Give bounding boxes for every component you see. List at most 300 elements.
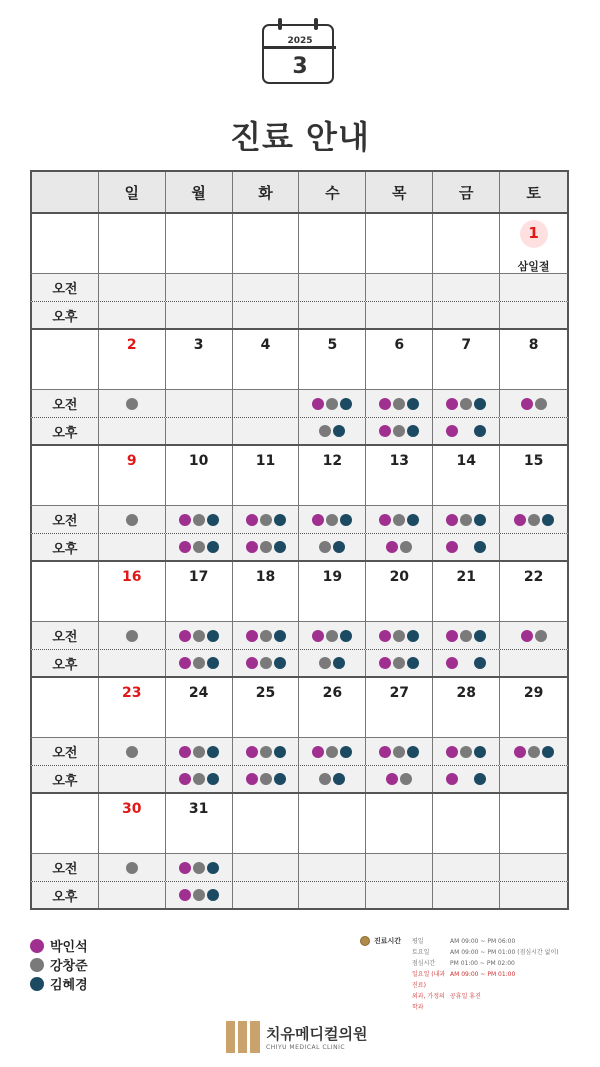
- session-cell: [433, 766, 500, 792]
- clinic-logo-mark: [226, 1021, 260, 1053]
- holiday-name: 삼일절: [517, 260, 550, 273]
- doctor-dot-kang: [193, 514, 205, 526]
- doctor-dot-kim: [207, 889, 219, 901]
- clinic-name-en: CHIYU MEDICAL CLINIC: [266, 1044, 346, 1051]
- day-number: 22: [523, 569, 544, 585]
- doctor-dots: [433, 534, 499, 560]
- doctor-dot-kang: [260, 746, 272, 758]
- weekday-header-row: [30, 170, 569, 214]
- session-cell: [500, 274, 567, 301]
- doctor-dot-kim: [407, 514, 419, 526]
- day-number: 23: [122, 685, 142, 701]
- morning-row: [30, 738, 569, 766]
- doctor-dots: [433, 650, 499, 676]
- day-cell: [433, 562, 500, 621]
- doctor-dot-kang: [193, 657, 205, 669]
- day-cell: [433, 446, 500, 505]
- day-number: 7: [461, 337, 472, 353]
- doctor-dot-empty: [460, 657, 472, 669]
- morning-label: 오전: [32, 506, 99, 533]
- doctor-dots: [233, 854, 299, 881]
- day-number: 16: [122, 569, 142, 585]
- doctor-dots: [500, 738, 567, 765]
- clinic-logo: [226, 1020, 367, 1054]
- day-cell: [299, 214, 366, 273]
- day-cell: [99, 678, 166, 737]
- doctor-dot-kang: [393, 630, 405, 642]
- afternoon-row: [30, 766, 569, 794]
- session-cell: [166, 390, 233, 417]
- day-number: 20: [389, 569, 410, 585]
- afternoon-row: [30, 882, 569, 910]
- session-cell: [299, 274, 366, 301]
- legend-name: 박인석: [50, 940, 88, 955]
- hours-value: 공휴일 휴진: [450, 993, 481, 1000]
- doctor-dot-kim: [207, 746, 219, 758]
- doctor-dots: [99, 506, 165, 533]
- day-number: 4: [260, 337, 271, 353]
- doctor-dot-kim: [474, 630, 486, 642]
- doctor-dot-kim: [207, 862, 219, 874]
- doctor-dot-kang: [393, 657, 405, 669]
- day-cell: [99, 562, 166, 621]
- doctor-dot-park: [386, 541, 398, 553]
- doctor-dots: [366, 766, 432, 792]
- day-cell: [500, 562, 567, 621]
- doctor-dot-park: [179, 657, 191, 669]
- doctor-dot-kang: [326, 630, 338, 642]
- doctor-dots: [99, 738, 165, 765]
- doctor-dot-park: [179, 514, 191, 526]
- doctor-dot-park: [446, 746, 458, 758]
- doctor-dot-kim: [333, 773, 345, 785]
- session-cell: [233, 766, 300, 792]
- session-cell: [500, 882, 567, 908]
- day-number: 24: [188, 685, 209, 701]
- session-cell: [166, 418, 233, 444]
- day-cell: [299, 678, 366, 737]
- doctor-dot-kim: [542, 514, 554, 526]
- doctor-dot-kang: [193, 773, 205, 785]
- doctor-dots: [366, 854, 432, 881]
- day-number: 10: [188, 453, 209, 469]
- doctor-dot-park: [379, 398, 391, 410]
- day-number: 19: [322, 569, 343, 585]
- afternoon-row: [30, 302, 569, 330]
- legend-dot: [30, 939, 44, 953]
- doctor-dots: [99, 302, 165, 328]
- day-cell: [500, 794, 567, 853]
- session-cell: [166, 738, 233, 765]
- day-cell: [99, 794, 166, 853]
- day-cell: [500, 330, 567, 389]
- session-cell: [99, 302, 166, 328]
- day-cell: [99, 214, 166, 273]
- afternoon-row: [30, 534, 569, 562]
- doctor-dot-kang: [535, 398, 547, 410]
- doctor-dot-kang: [528, 746, 540, 758]
- morning-label: 오전: [32, 738, 99, 765]
- doctor-dot-kim: [407, 398, 419, 410]
- doctor-dots: [166, 302, 232, 328]
- date-row-label: [32, 678, 99, 737]
- session-cell: [433, 650, 500, 676]
- doctor-dots: [233, 622, 299, 649]
- day-number: 8: [528, 337, 539, 353]
- doctor-dot-park: [246, 514, 258, 526]
- morning-label: 오전: [32, 622, 99, 649]
- session-cell: [299, 738, 366, 765]
- doctor-dots: [366, 390, 432, 417]
- hours-row: [412, 991, 572, 1013]
- doctor-dot-kang: [260, 630, 272, 642]
- doctor-dots: [166, 854, 232, 881]
- hours-value: AM 09:00 ~ PM 01:00: [450, 971, 516, 978]
- session-cell: [366, 622, 433, 649]
- day-number: 18: [255, 569, 276, 585]
- session-cell: [366, 534, 433, 560]
- hours-key: 일요일 (내과진료): [412, 971, 446, 989]
- session-cell: [366, 854, 433, 881]
- doctor-dot-park: [379, 630, 391, 642]
- doctor-dot-kang: [126, 746, 138, 758]
- date-row-label: [32, 446, 99, 505]
- session-cell: [366, 650, 433, 676]
- day-cell: [299, 330, 366, 389]
- header-corner: [32, 172, 99, 212]
- day-cell: [433, 794, 500, 853]
- doctor-dots: [366, 418, 432, 444]
- doctor-dots: [299, 534, 365, 560]
- doctor-dots: [366, 738, 432, 765]
- date-row-label: [32, 214, 99, 273]
- doctor-dot-kim: [207, 514, 219, 526]
- afternoon-row: [30, 650, 569, 678]
- session-cell: [299, 766, 366, 792]
- doctor-dot-kang: [460, 746, 472, 758]
- session-cell: [99, 882, 166, 908]
- doctor-dot-kang: [193, 889, 205, 901]
- doctor-dots: [433, 506, 499, 533]
- doctor-dot-kang: [193, 862, 205, 874]
- day-cell: [500, 446, 567, 505]
- session-cell: [299, 854, 366, 881]
- doctor-dot-kim: [474, 541, 486, 553]
- doctor-dot-kim: [207, 773, 219, 785]
- legend-item: [30, 974, 88, 993]
- doctor-dots: [99, 534, 165, 560]
- doctor-dot-kang: [193, 541, 205, 553]
- session-cell: [433, 534, 500, 560]
- hours-row: [412, 936, 572, 947]
- doctor-dots: [500, 302, 567, 328]
- session-cell: [299, 882, 366, 908]
- doctor-dot-kim: [474, 657, 486, 669]
- day-cell: [233, 446, 300, 505]
- doctor-dots: [166, 418, 232, 444]
- doctor-dot-kang: [319, 657, 331, 669]
- doctor-dot-park: [514, 746, 526, 758]
- session-cell: [500, 738, 567, 765]
- doctor-dot-kim: [333, 425, 345, 437]
- day-cell: [233, 562, 300, 621]
- doctor-dot-kim: [407, 657, 419, 669]
- day-cell: [166, 562, 233, 621]
- session-cell: [166, 622, 233, 649]
- doctor-dot-kang: [393, 514, 405, 526]
- doctor-dots: [233, 302, 299, 328]
- session-cell: [233, 882, 300, 908]
- day-cell: [166, 446, 233, 505]
- day-number: 3: [193, 337, 204, 353]
- doctor-dot-kang: [460, 398, 472, 410]
- date-row: [30, 562, 569, 622]
- day-number: 2: [126, 337, 137, 353]
- day-cell: [366, 678, 433, 737]
- doctor-dots: [233, 882, 299, 908]
- doctor-dots: [433, 302, 499, 328]
- doctor-dots: [433, 274, 499, 301]
- date-row: [30, 214, 569, 274]
- doctor-dot-empty: [460, 425, 472, 437]
- day-cell: [366, 446, 433, 505]
- doctor-dots: [99, 882, 165, 908]
- morning-row: [30, 506, 569, 534]
- day-cell: [233, 330, 300, 389]
- doctor-dot-park: [246, 746, 258, 758]
- session-cell: [99, 622, 166, 649]
- session-cell: [299, 650, 366, 676]
- doctor-dots: [166, 506, 232, 533]
- session-cell: [299, 302, 366, 328]
- afternoon-label: 오후: [32, 766, 99, 792]
- doctor-dots: [366, 534, 432, 560]
- doctor-dot-kang: [460, 514, 472, 526]
- session-cell: [299, 622, 366, 649]
- day-cell: [500, 214, 567, 273]
- doctor-dot-kim: [474, 746, 486, 758]
- session-cell: [233, 622, 300, 649]
- day-cell: [299, 562, 366, 621]
- day-cell: [366, 330, 433, 389]
- weekday-thu: 목: [366, 172, 433, 212]
- doctor-dots: [299, 738, 365, 765]
- day-cell: [99, 446, 166, 505]
- session-cell: [366, 274, 433, 301]
- doctor-dots: [166, 622, 232, 649]
- session-cell: [500, 390, 567, 417]
- doctor-dots: [433, 766, 499, 792]
- doctor-dot-kim: [274, 773, 286, 785]
- doctor-dot-kim: [340, 398, 352, 410]
- session-cell: [166, 302, 233, 328]
- doctor-dots: [433, 854, 499, 881]
- afternoon-label: 오후: [32, 302, 99, 328]
- doctor-dots: [500, 390, 567, 417]
- session-cell: [366, 506, 433, 533]
- session-cell: [233, 738, 300, 765]
- session-cell: [433, 418, 500, 444]
- doctor-dot-park: [179, 889, 191, 901]
- session-cell: [433, 274, 500, 301]
- doctor-dot-empty: [460, 773, 472, 785]
- day-number: 5: [327, 337, 338, 353]
- doctor-dot-kim: [207, 657, 219, 669]
- session-cell: [433, 390, 500, 417]
- session-cell: [500, 622, 567, 649]
- doctor-dot-kim: [207, 541, 219, 553]
- doctor-dot-kang: [393, 425, 405, 437]
- session-cell: [366, 390, 433, 417]
- doctor-dot-kang: [535, 630, 547, 642]
- session-cell: [500, 418, 567, 444]
- doctor-dots: [99, 418, 165, 444]
- doctor-dot-park: [179, 541, 191, 553]
- weekday-sat: 토: [526, 183, 541, 202]
- doctor-dots: [299, 650, 365, 676]
- doctor-legend: [30, 936, 88, 993]
- doctor-dot-kang: [126, 862, 138, 874]
- page-title: 진료 안내: [230, 118, 370, 156]
- day-cell: [433, 214, 500, 273]
- doctor-dots: [366, 650, 432, 676]
- doctor-dots: [299, 506, 365, 533]
- doctor-dot-kang: [326, 746, 338, 758]
- doctor-dots: [233, 766, 299, 792]
- doctor-dots: [299, 274, 365, 301]
- day-cell: [433, 678, 500, 737]
- afternoon-label: 오후: [32, 882, 99, 908]
- doctor-dots: [366, 882, 432, 908]
- doctor-dot-kim: [340, 630, 352, 642]
- day-number: 25: [255, 685, 276, 701]
- morning-label: 오전: [32, 274, 99, 301]
- doctor-dots: [99, 390, 165, 417]
- doctor-dot-kim: [207, 630, 219, 642]
- day-number: 17: [188, 569, 209, 585]
- doctor-dot-kang: [326, 514, 338, 526]
- day-number: 12: [322, 453, 343, 469]
- doctor-dot-kang: [528, 514, 540, 526]
- doctor-dots: [366, 274, 432, 301]
- doctor-dots: [500, 650, 567, 676]
- doctor-dot-kim: [274, 630, 286, 642]
- date-row: [30, 678, 569, 738]
- session-cell: [233, 390, 300, 417]
- session-cell: [433, 506, 500, 533]
- hours-key: 외과, 가정의학과: [412, 993, 445, 1011]
- doctor-dot-park: [446, 657, 458, 669]
- schedule-grid: [30, 170, 569, 910]
- session-cell: [366, 418, 433, 444]
- doctor-dots: [233, 418, 299, 444]
- hours-value: AM 09:00 ~ PM 06:00: [450, 938, 516, 945]
- day-cell: [299, 446, 366, 505]
- day-cell: [233, 678, 300, 737]
- doctor-dot-park: [446, 398, 458, 410]
- doctor-dot-park: [312, 746, 324, 758]
- day-number: 26: [322, 685, 343, 701]
- day-cell: [166, 330, 233, 389]
- doctor-dot-kim: [333, 657, 345, 669]
- session-cell: [166, 854, 233, 881]
- doctor-dot-park: [446, 541, 458, 553]
- doctor-dots: [500, 766, 567, 792]
- morning-row: [30, 390, 569, 418]
- session-cell: [366, 882, 433, 908]
- doctor-dots: [500, 506, 567, 533]
- session-cell: [433, 738, 500, 765]
- session-cell: [433, 854, 500, 881]
- afternoon-label: 오후: [32, 650, 99, 676]
- doctor-dots: [166, 534, 232, 560]
- date-row: [30, 330, 569, 390]
- date-row-label: [32, 330, 99, 389]
- day-number: 9: [126, 453, 137, 469]
- doctor-dots: [99, 854, 165, 881]
- doctor-dot-kang: [400, 541, 412, 553]
- doctor-dots: [299, 854, 365, 881]
- doctor-dot-kim: [274, 541, 286, 553]
- doctor-dots: [366, 622, 432, 649]
- doctor-dot-kang: [260, 773, 272, 785]
- doctor-dot-kim: [340, 514, 352, 526]
- session-cell: [500, 506, 567, 533]
- session-cell: [366, 766, 433, 792]
- session-cell: [500, 650, 567, 676]
- doctor-dots: [500, 622, 567, 649]
- session-cell: [233, 506, 300, 533]
- day-cell: [500, 678, 567, 737]
- doctor-dot-park: [446, 514, 458, 526]
- doctor-dot-park: [446, 630, 458, 642]
- doctor-dot-kang: [460, 630, 472, 642]
- doctor-dot-kang: [319, 425, 331, 437]
- day-cell: [433, 330, 500, 389]
- doctor-dots: [366, 506, 432, 533]
- doctor-dots: [99, 622, 165, 649]
- morning-row: [30, 622, 569, 650]
- doctor-dot-park: [179, 630, 191, 642]
- legend-name: 강창준: [50, 959, 88, 974]
- session-cell: [99, 854, 166, 881]
- doctor-dot-park: [386, 773, 398, 785]
- session-cell: [166, 650, 233, 676]
- doctor-dots: [433, 738, 499, 765]
- doctor-dot-kim: [542, 746, 554, 758]
- session-cell: [233, 650, 300, 676]
- afternoon-row: [30, 418, 569, 446]
- session-cell: [99, 738, 166, 765]
- session-cell: [366, 738, 433, 765]
- day-number: 21: [456, 569, 476, 585]
- session-cell: [299, 418, 366, 444]
- session-cell: [433, 882, 500, 908]
- day-number: 31: [188, 801, 209, 817]
- session-cell: [99, 766, 166, 792]
- hours-row: [412, 969, 572, 991]
- doctor-dots: [366, 302, 432, 328]
- calendar-month: 3: [292, 54, 308, 79]
- doctor-dot-kang: [319, 773, 331, 785]
- doctor-dot-park: [379, 514, 391, 526]
- day-cell: [233, 214, 300, 273]
- doctor-dot-kang: [393, 746, 405, 758]
- doctor-dot-kim: [340, 746, 352, 758]
- doctor-dots: [233, 274, 299, 301]
- doctor-dot-kim: [407, 630, 419, 642]
- doctor-dot-park: [514, 514, 526, 526]
